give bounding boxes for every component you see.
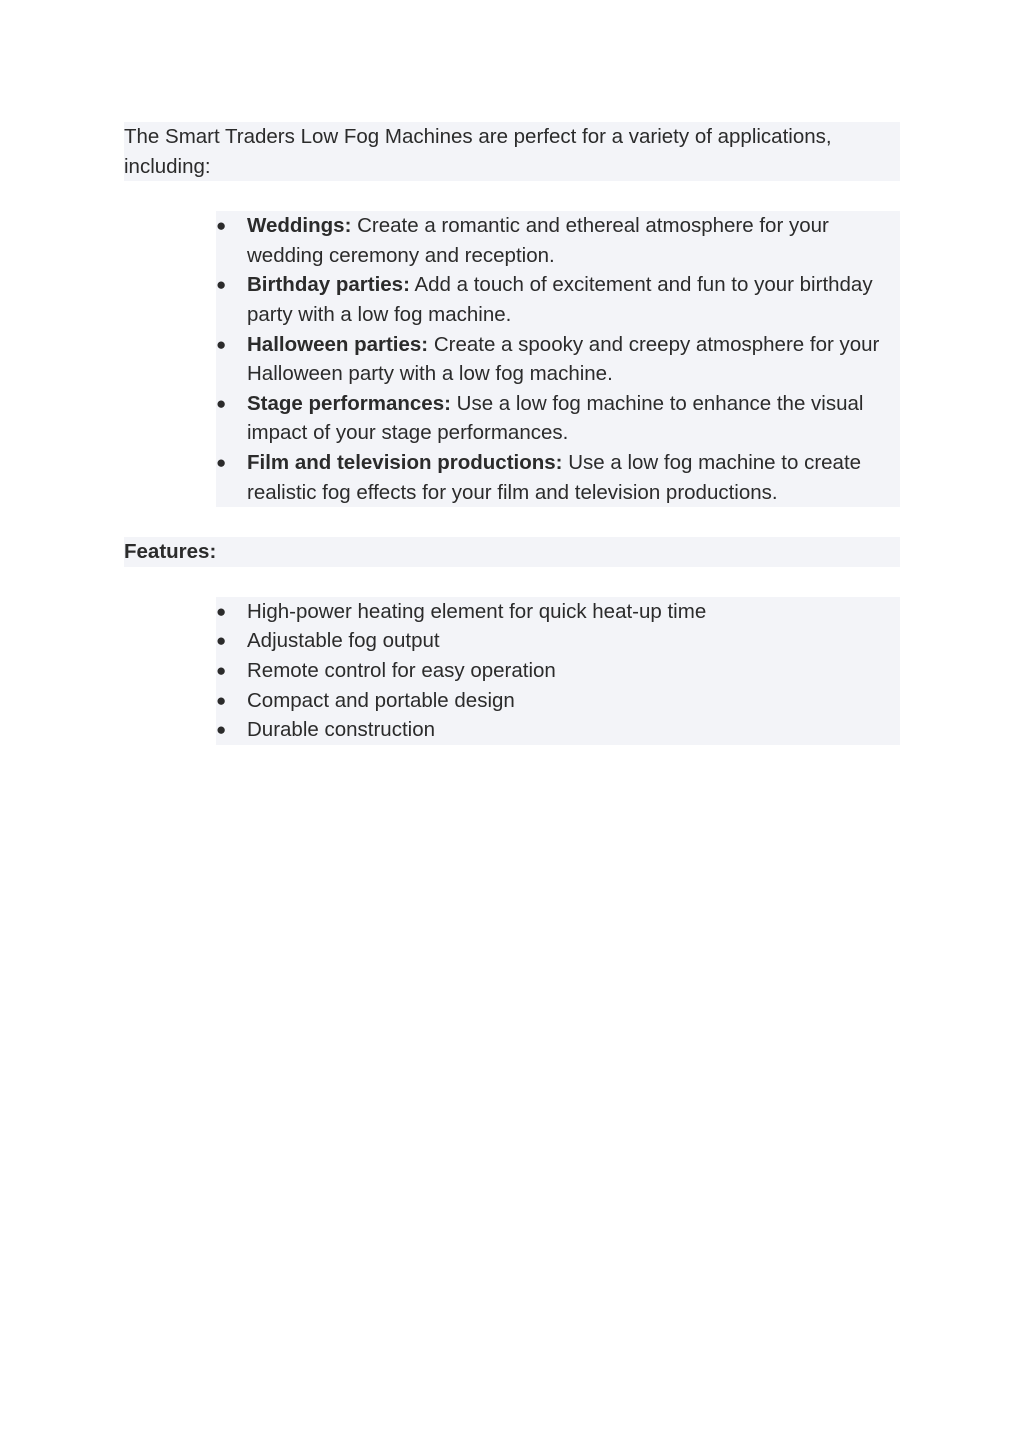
list-item: [216, 715, 900, 745]
list-item: [216, 270, 900, 329]
list-item-label: Film and television productions:: [247, 450, 563, 474]
list-item-label: Halloween parties:: [247, 332, 429, 356]
bullet-icon: ●: [216, 275, 227, 295]
applications-list: [216, 211, 900, 507]
list-item: [216, 211, 900, 270]
list-item: [216, 626, 900, 656]
list-item-text: Create a spooky and creepy atmosphere for your Halloween party with a low fog machine.: [247, 332, 880, 386]
list-item: [216, 656, 900, 686]
bullet-icon: ●: [216, 660, 227, 680]
bullet-icon: ●: [216, 334, 227, 354]
bullet-icon: ●: [216, 631, 227, 651]
list-item-text: Add a touch of excitement and fun to your birthday party with a low fog machine.: [247, 273, 873, 326]
bullet-icon: ●: [216, 216, 227, 236]
bullet-icon: ●: [216, 393, 227, 413]
list-item: [216, 330, 900, 389]
feature-text: Remote control for easy operation: [247, 658, 556, 682]
feature-text: Adjustable fog output: [247, 629, 440, 653]
bullet-icon: ●: [216, 720, 227, 740]
list-item: [216, 686, 900, 716]
features-list: [216, 597, 900, 745]
feature-text: High-power heating element for quick heat-up time: [247, 599, 707, 623]
feature-text: Durable construction: [247, 718, 436, 742]
feature-text: Compact and portable design: [247, 688, 515, 712]
list-item-text: Use a low fog machine to create realistic fog effects for your film and television productions.: [247, 450, 862, 504]
list-item-text: Create a romantic and ethereal atmosphere for your wedding ceremony and reception.: [247, 214, 829, 267]
list-item: [216, 597, 900, 627]
features-heading: Features:: [124, 537, 900, 567]
bullet-icon: ●: [216, 452, 227, 472]
intro-paragraph: The Smart Traders Low Fog Machines are perfect for a variety of applications, including:: [124, 122, 900, 181]
bullet-icon: ●: [216, 601, 227, 621]
document-page: [124, 122, 900, 745]
list-item-label: Weddings:: [247, 214, 352, 238]
list-item: [216, 448, 900, 507]
bullet-icon: ●: [216, 690, 227, 710]
list-item-label: Birthday parties:: [247, 273, 410, 297]
list-item-label: Stage performances:: [247, 391, 451, 415]
list-item-text: Use a low fog machine to enhance the visual impact of your stage performances.: [247, 391, 864, 445]
list-item: [216, 389, 900, 448]
